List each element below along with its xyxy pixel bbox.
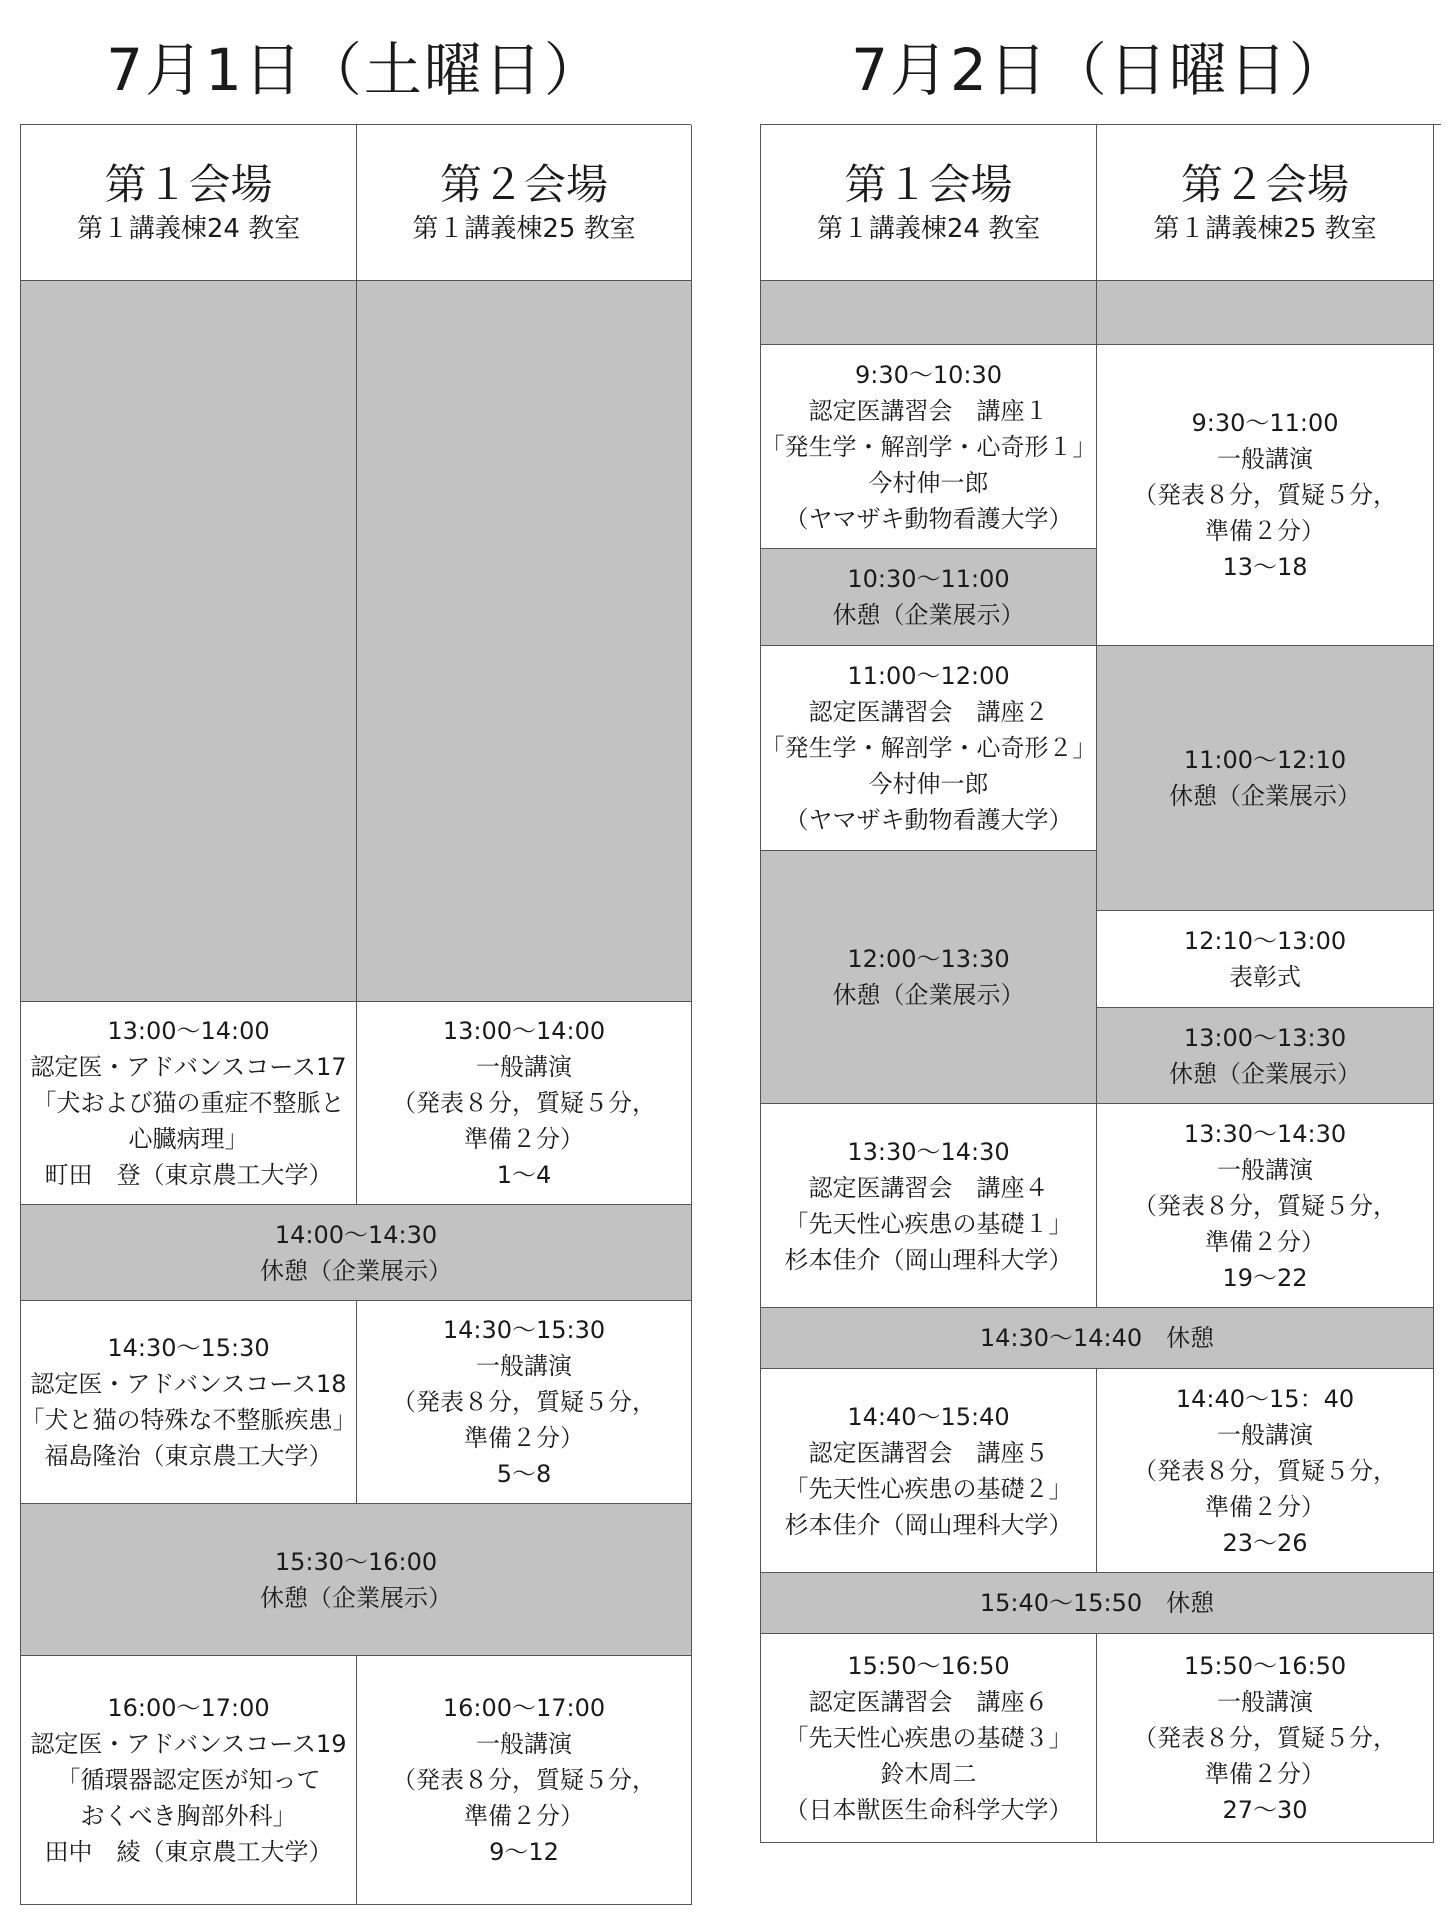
session-line: 10:30〜11:00 (847, 565, 1010, 593)
day1-hall2-header (357, 125, 692, 281)
day2-hall1-break-2 (761, 851, 1097, 1104)
session-line: 「発生学・解剖学・心奇形１」 (761, 432, 1097, 461)
session-line: 12:00〜13:30 (847, 945, 1010, 973)
room-name: 第１講義棟25 教室 (412, 213, 636, 244)
day2-session-lecture-4 (761, 1104, 1097, 1308)
day1-title: 7月1日（土曜日） (106, 36, 604, 104)
session-line: 「先天性心疾患の基礎３」 (784, 1724, 1073, 1752)
session-line: 19〜22 (1222, 1263, 1308, 1292)
day2-session-lecture-5 (761, 1369, 1097, 1573)
session-line: 認定医講習会 講座５ (808, 1438, 1049, 1467)
session-line: 鈴木周二 (880, 1760, 977, 1788)
day2-break-3 (761, 1308, 1434, 1369)
day2-session-general-talks-3 (1097, 1369, 1434, 1573)
session-line: 準備２分） (464, 1424, 584, 1452)
day2-schedule-table (760, 124, 1441, 1843)
session-line: 27〜30 (1222, 1796, 1308, 1824)
day2-hall1-header (761, 125, 1097, 281)
room-name: 第１講義棟24 教室 (816, 213, 1041, 244)
session-line: 15:50〜16:50 (847, 1652, 1010, 1680)
session-line: 認定医講習会 講座２ (808, 698, 1049, 726)
day2-hall2-break-2 (1097, 1008, 1434, 1104)
session-line: 認定医・アドバンスコース18 (30, 1370, 347, 1398)
session-line: （発表８分，質疑５分， (1133, 481, 1397, 509)
hall-name: 第１会場 (104, 159, 273, 209)
session-line: 一般講演 (1217, 1155, 1313, 1184)
session-line: 「犬と猫の特殊な不整脈疾患」 (21, 1406, 357, 1434)
day1-session-general-talks-3 (357, 1656, 692, 1905)
session-line: （ヤマザキ動物看護大学） (784, 504, 1073, 533)
session-line: 13:30〜14:30 (847, 1137, 1010, 1166)
day2-session-lecture-1 (761, 345, 1097, 549)
session-line: 「発生学・解剖学・心奇形２」 (761, 734, 1097, 762)
session-line: 13:30〜14:30 (1183, 1119, 1347, 1148)
session-line: 14:40〜15：40 (1175, 1384, 1355, 1413)
session-line: 一般講演 (476, 1352, 572, 1380)
session-line: 準備２分） (1205, 1492, 1325, 1521)
session-line: 11:00〜12:00 (847, 662, 1010, 690)
session-line: 13:00〜13:30 (1183, 1023, 1347, 1052)
session-line: 5〜8 (496, 1460, 552, 1488)
session-line: 休憩（企業展示） (832, 601, 1025, 629)
session-line: 田中 綾（東京農工大学） (44, 1838, 333, 1866)
day2-hall1-break-1 (761, 549, 1097, 646)
session-line: 14:30〜15:30 (107, 1334, 270, 1362)
session-line: 認定医講習会 講座４ (808, 1173, 1049, 1202)
session-line: 町田 登（東京農工大学） (44, 1161, 333, 1189)
session-line: 認定医講習会 講座６ (808, 1688, 1049, 1716)
session-line: 9:30〜10:30 (854, 360, 1003, 389)
session-line: 休憩（企業展示） (1169, 1059, 1361, 1088)
hall-name: 第１会場 (844, 159, 1013, 209)
session-line: 杉本佳介（岡山理科大学） (784, 1245, 1073, 1274)
day1-session-general-talks-2 (357, 1301, 692, 1504)
day2-session-general-talks-4 (1097, 1634, 1434, 1843)
session-line: 15:30〜16:00 (274, 1547, 438, 1576)
session-line: 9〜12 (489, 1838, 559, 1866)
day2-session-general-talks-1 (1097, 345, 1434, 646)
session-line: 一般講演 (1217, 1420, 1313, 1449)
session-line: 休憩（企業展示） (260, 1256, 452, 1285)
day1-hall2-empty-morning (357, 281, 692, 1002)
session-line: 認定医・アドバンスコース17 (30, 1053, 347, 1081)
hall-name: 第２会場 (439, 159, 608, 209)
session-line: 準備２分） (464, 1802, 584, 1830)
session-line: 14:00〜14:30 (274, 1220, 438, 1249)
session-line: おくべき胸部外科」 (80, 1802, 297, 1830)
day1-session-general-talks-1 (357, 1002, 692, 1205)
day2-hall2-header (1097, 125, 1434, 281)
day1-hall1-empty-morning (21, 281, 357, 1002)
session-line: 福島隆治（東京農工大学） (44, 1442, 333, 1470)
day2-hall2-empty-early (1097, 281, 1434, 345)
day1-break-1 (21, 1205, 692, 1301)
session-line: 「先天性心疾患の基礎１」 (784, 1209, 1073, 1238)
session-line: 1〜4 (496, 1161, 552, 1189)
session-line: 14:30〜15:30 (442, 1316, 606, 1344)
session-line: （発表８分，質疑５分， (392, 1089, 656, 1117)
session-line: 心臓病理」 (128, 1125, 249, 1153)
day1-schedule-table (20, 124, 691, 1905)
day2-hall2-break-1 (1097, 646, 1434, 911)
day2-session-general-talks-2 (1097, 1104, 1434, 1308)
day2-session-lecture-2 (761, 646, 1097, 851)
session-line: （発表８分，質疑５分， (392, 1388, 656, 1416)
day1-break-2 (21, 1504, 692, 1656)
session-line: 認定医講習会 講座１ (808, 396, 1049, 425)
session-line: 14:30〜14:40 休憩 (979, 1324, 1215, 1352)
session-line: 休憩（企業展示） (260, 1583, 452, 1612)
day2-session-lecture-6 (761, 1634, 1097, 1843)
session-line: 9:30〜11:00 (1191, 409, 1339, 437)
session-line: 一般講演 (1217, 1688, 1313, 1716)
session-line: 一般講演 (1217, 445, 1313, 473)
session-line: 一般講演 (476, 1730, 572, 1758)
day2-award-ceremony (1097, 911, 1434, 1008)
session-line: 表彰式 (1229, 963, 1301, 991)
session-line: 休憩（企業展示） (1169, 782, 1361, 810)
session-line: 今村伸一郎 (868, 468, 989, 497)
session-line: 一般講演 (476, 1053, 572, 1081)
day2-title: 7月2日（日曜日） (851, 36, 1349, 104)
session-line: 準備２分） (1205, 517, 1325, 545)
session-line: 13:00〜14:00 (442, 1017, 606, 1045)
room-name: 第１講義棟24 教室 (76, 213, 301, 244)
day1-hall1-header (21, 125, 357, 281)
session-line: （ヤマザキ動物看護大学） (784, 806, 1073, 834)
session-line: 14:40〜15:40 (847, 1402, 1010, 1431)
day1-session-advanced-course-18 (21, 1301, 357, 1504)
session-line: 「循環器認定医が知って (56, 1766, 321, 1794)
session-line: 15:40〜15:50 休憩 (979, 1589, 1215, 1617)
session-line: 休憩（企業展示） (832, 981, 1025, 1009)
session-line: 準備２分） (1205, 1227, 1325, 1256)
session-line: 23〜26 (1222, 1528, 1308, 1557)
hall-name: 第２会場 (1180, 159, 1349, 209)
session-line: 16:00〜17:00 (107, 1694, 270, 1722)
session-line: 13:00〜14:00 (107, 1017, 270, 1045)
day2-hall1-empty-early (761, 281, 1097, 345)
session-line: 11:00〜12:10 (1183, 746, 1347, 774)
session-line: （発表８分，質疑５分， (1133, 1724, 1397, 1752)
day2-break-4 (761, 1573, 1434, 1634)
room-name: 第１講義棟25 教室 (1153, 213, 1377, 244)
session-line: （発表８分，質疑５分， (392, 1766, 656, 1794)
session-line: （発表８分，質疑５分， (1133, 1456, 1397, 1485)
session-line: 12:10〜13:00 (1183, 927, 1347, 955)
session-line: （日本獣医生命科学大学） (784, 1796, 1073, 1824)
session-line: 認定医・アドバンスコース19 (30, 1730, 347, 1758)
session-line: 「先天性心疾患の基礎２」 (784, 1474, 1073, 1503)
session-line: 今村伸一郎 (868, 770, 989, 798)
session-line: 15:50〜16:50 (1183, 1652, 1347, 1680)
session-line: 杉本佳介（岡山理科大学） (784, 1510, 1073, 1539)
session-line: 16:00〜17:00 (442, 1694, 606, 1722)
session-line: 準備２分） (464, 1125, 584, 1153)
day1-session-advanced-course-19 (21, 1656, 357, 1905)
session-line: （発表８分，質疑５分， (1133, 1191, 1397, 1220)
session-line: 「犬および猫の重症不整脈と (32, 1089, 345, 1117)
session-line: 13〜18 (1222, 553, 1308, 581)
session-line: 準備２分） (1205, 1760, 1325, 1788)
day1-session-advanced-course-17 (21, 1002, 357, 1205)
